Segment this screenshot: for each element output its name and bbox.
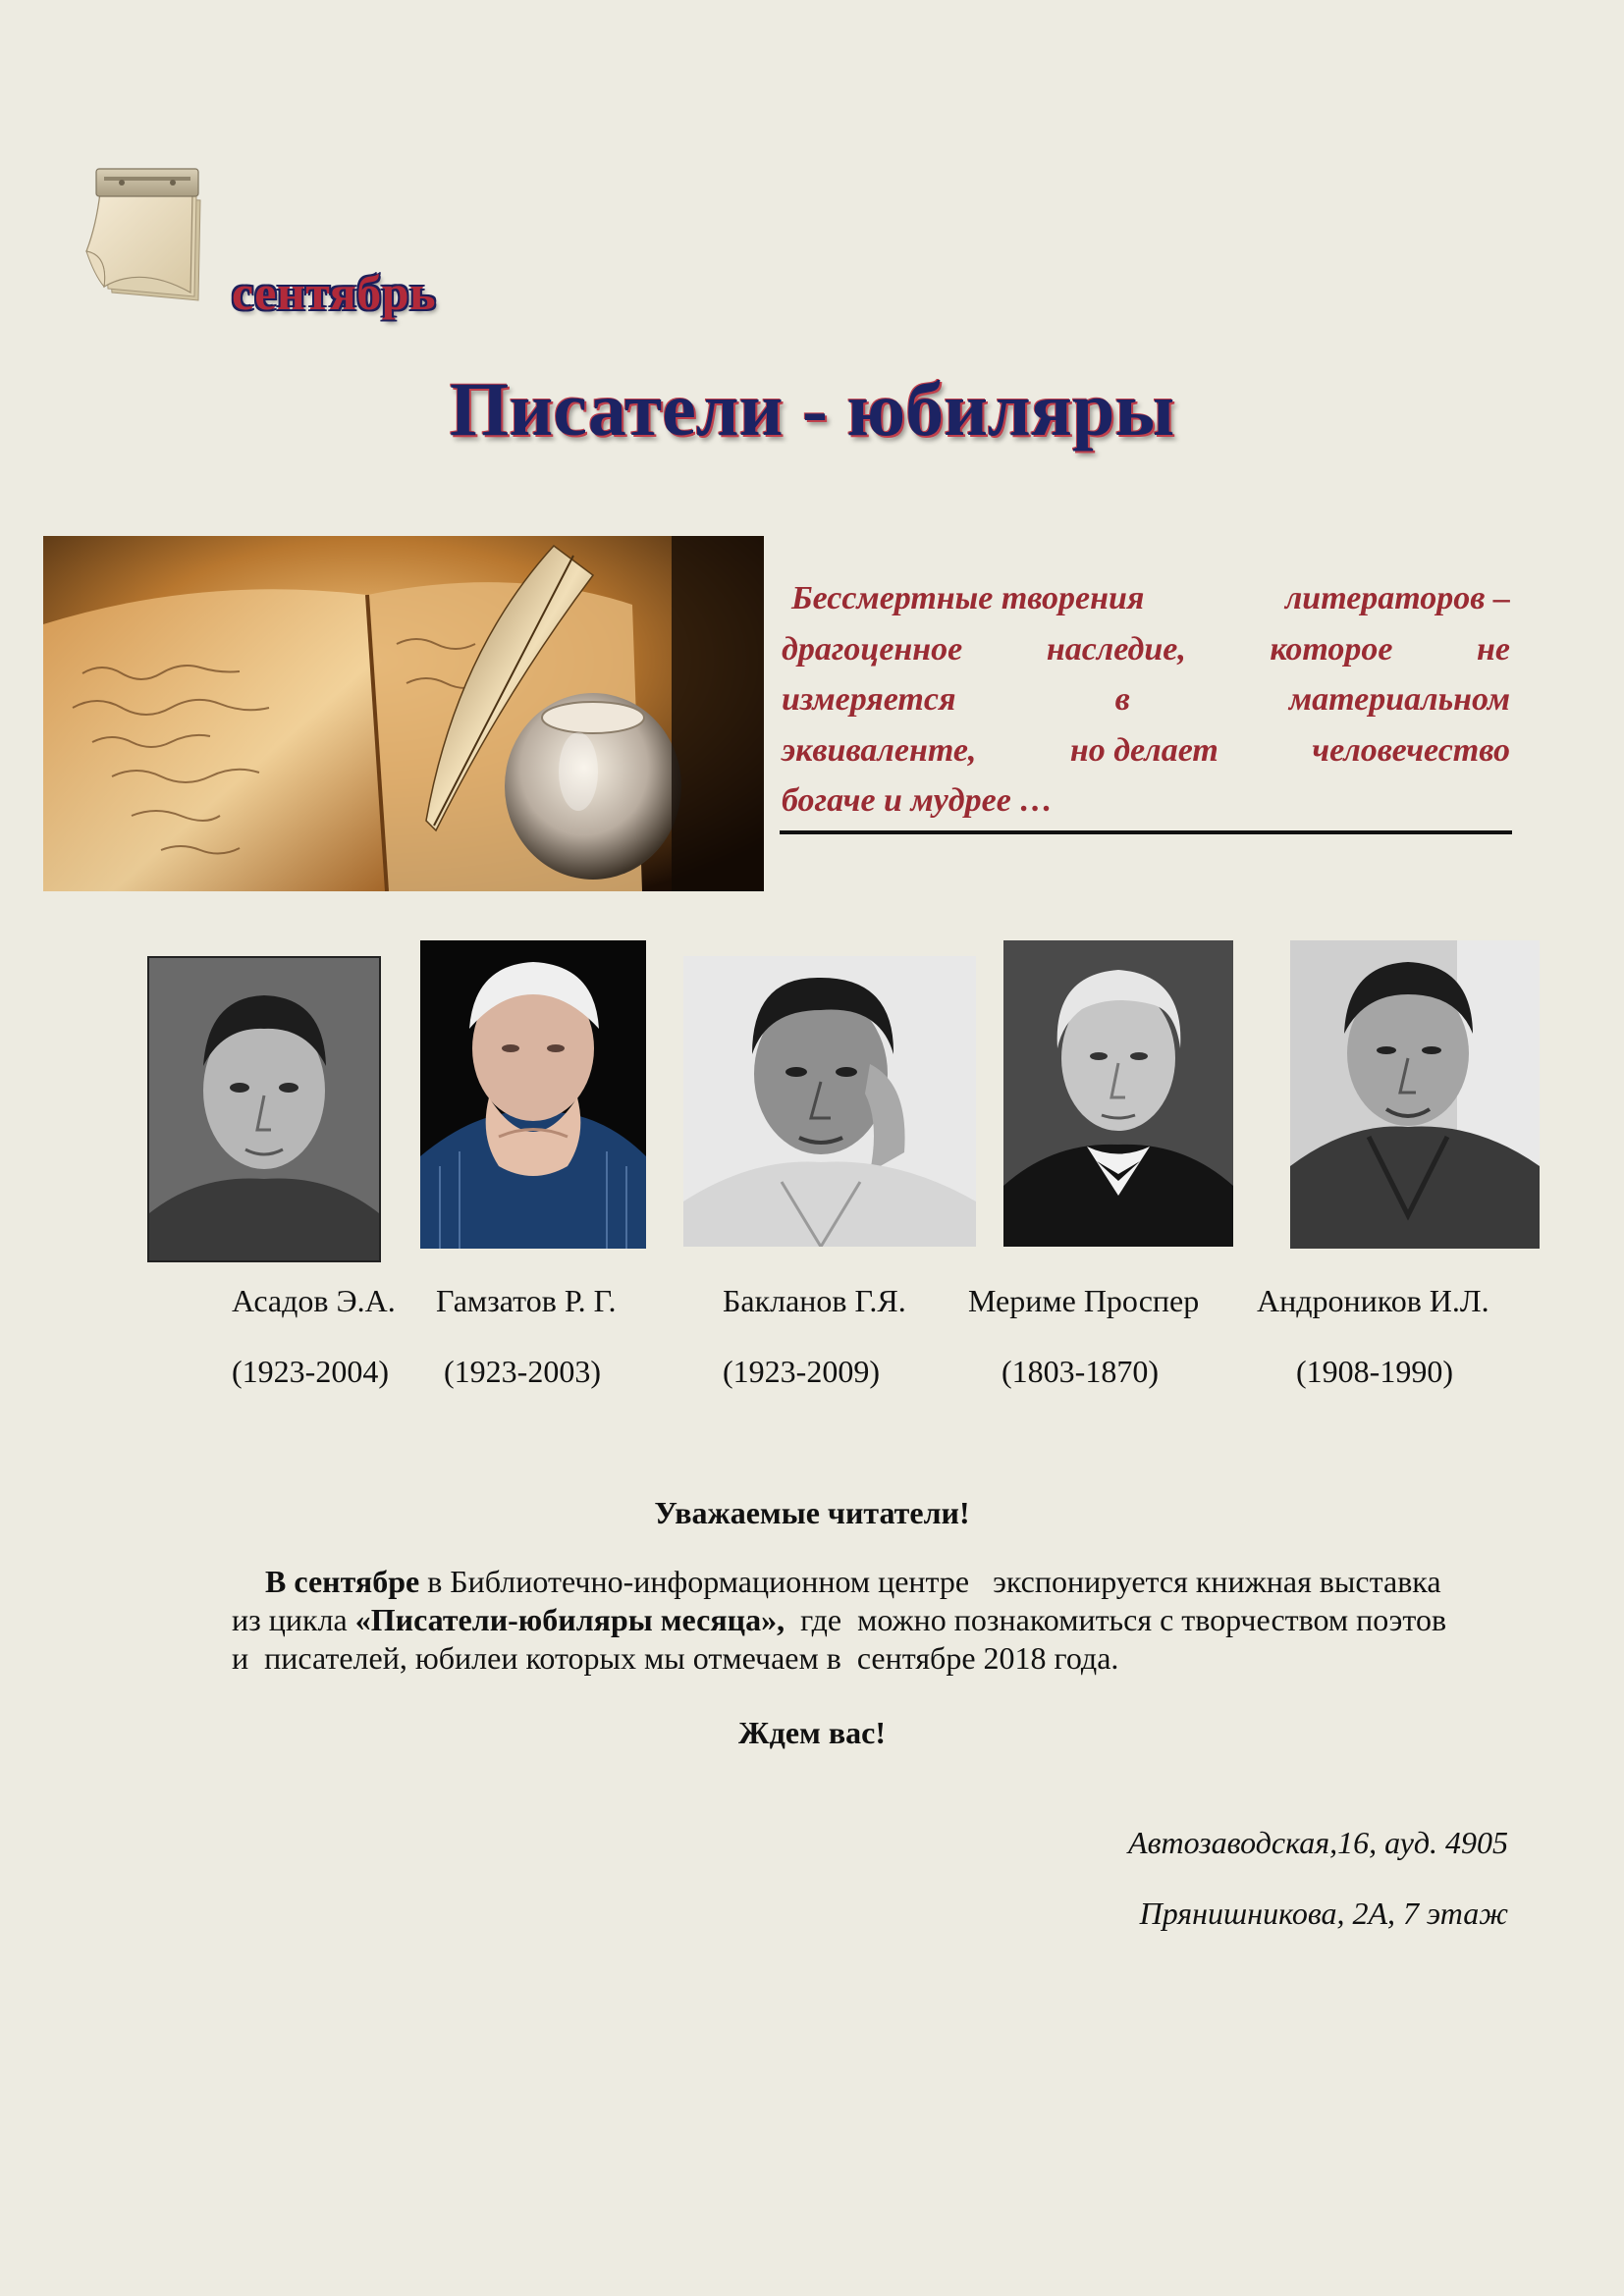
- month-label: сентябрь: [232, 265, 437, 320]
- quote-word: драгоценное: [782, 630, 963, 667]
- announcement-run: в Библиотечно-информационном центре экспонируется книжная выставка: [419, 1564, 1441, 1599]
- address-line: Автозаводская,16, ауд. 4905: [1128, 1825, 1508, 1860]
- announcement-bold: В сентябре: [265, 1564, 420, 1599]
- quote-line: [782, 775, 1510, 827]
- writer-years: (1923-2004): [232, 1354, 389, 1389]
- writer-years: (1923-2009): [723, 1354, 880, 1389]
- quote-line: [782, 573, 1510, 624]
- announcement-bold: «Писатели-юбиляры месяца»,: [354, 1602, 785, 1637]
- page-title: Писатели - юбиляры: [449, 366, 1175, 452]
- quote-word: эквиваленте,: [782, 731, 977, 769]
- calendar-icon: [82, 167, 208, 304]
- writer-name: Мериме Проспер: [968, 1283, 1200, 1318]
- quote-word: материальном: [1288, 681, 1510, 718]
- quote-word: богаче и мудрее …: [782, 782, 1054, 819]
- writer-name: Андроников И.Л.: [1257, 1283, 1489, 1318]
- quote-word: но делает: [1069, 731, 1218, 769]
- quote-line: [782, 624, 1510, 675]
- announcement-text: [232, 1563, 1508, 1678]
- address-line: Прянишникова, 2А, 7 этаж: [1139, 1896, 1508, 1931]
- writer-name: Асадов Э.А.: [232, 1283, 396, 1318]
- writer-name: Гамзатов Р. Г.: [436, 1283, 617, 1318]
- quote-line: [782, 725, 1510, 776]
- quote-word: человечество: [1312, 731, 1510, 769]
- writer-years: (1923-2003): [444, 1354, 601, 1389]
- announcement-line: [232, 1601, 1508, 1639]
- writer-years: (1803-1870): [1001, 1354, 1159, 1389]
- portrait-merimee: [1003, 940, 1233, 1247]
- announcement-run: из цикла: [232, 1602, 355, 1637]
- quote-word: наследие,: [1046, 630, 1186, 667]
- announcement-line: [232, 1563, 1508, 1601]
- quote-word: не: [1477, 630, 1510, 667]
- quote-word: литераторов –: [1284, 580, 1510, 616]
- portrait-andronikov: [1290, 940, 1540, 1249]
- quote-line: [782, 674, 1510, 725]
- greeting-heading: Уважаемые читатели!: [654, 1495, 970, 1530]
- portrait-baklanov: [683, 956, 976, 1247]
- quote-text: [782, 573, 1510, 827]
- quote-word: в: [1114, 681, 1130, 718]
- welcome-text: Ждем вас!: [738, 1715, 886, 1750]
- portrait-asadov: [147, 956, 381, 1262]
- writer-years: (1908-1990): [1296, 1354, 1453, 1389]
- quote-underline: [780, 830, 1512, 834]
- quote-word: которое: [1270, 630, 1393, 667]
- book-quill-image: [43, 536, 764, 891]
- announcement-line: [232, 1639, 1508, 1678]
- portrait-gamzatov: [420, 940, 646, 1249]
- announcement-run: и писателей, юбилеи которых мы отмечаем в сентябре 2018 года.: [232, 1640, 1119, 1676]
- announcement-run: где можно познакомиться с творчеством поэтов: [785, 1602, 1447, 1637]
- quote-word: измеряется: [782, 681, 956, 718]
- quote-word: Бессмертные творения: [791, 580, 1145, 616]
- writer-name: Бакланов Г.Я.: [723, 1283, 906, 1318]
